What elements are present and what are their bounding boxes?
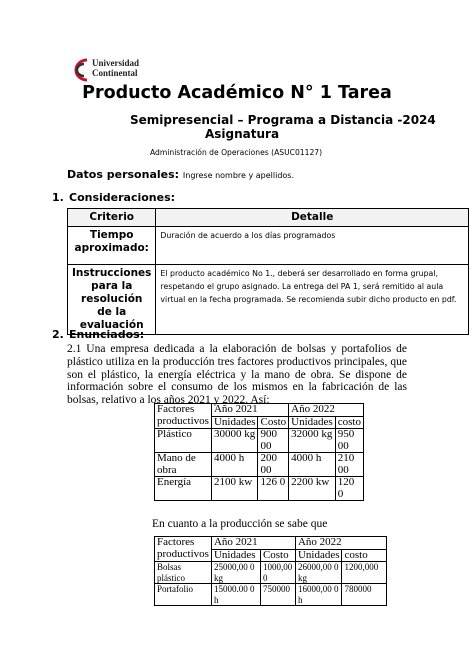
document-title: Producto Académico N° 1 Tarea: [82, 83, 392, 103]
col-year-2021: Año 2021: [211, 537, 295, 550]
section1-title: Consideraciones:: [69, 191, 176, 204]
subtitle: Semipresencial – Programa a Distancia -2024: [130, 113, 436, 127]
table-cell: 16000,00 0 h: [295, 584, 342, 606]
table-cell: 900 00: [258, 429, 289, 453]
table-row: [68, 227, 469, 265]
table-cell: 26000,00 0 kg: [295, 562, 342, 584]
table-cell: 200 00: [258, 453, 289, 477]
table-cell: Portafolio: [155, 584, 212, 606]
table-cell: 32000 kg: [289, 429, 336, 453]
header-detalle: Detalle: [156, 209, 469, 227]
col-year-2021: Año 2021: [211, 404, 288, 417]
course-name: Administración de Operaciones (ASUC01127): [150, 148, 323, 157]
col-costo-2022: costo: [335, 416, 363, 429]
personal-data: [67, 168, 294, 181]
criterio-cell: Tiempo aproximado:: [68, 227, 156, 265]
col-costo-2021: Costo: [258, 416, 289, 429]
table-cell: Energía: [155, 477, 212, 501]
table-cell: 1000,00 0: [260, 562, 295, 584]
production-table: [154, 536, 387, 606]
col-unidades-2021: Unidades: [211, 416, 258, 429]
table-row: [155, 429, 364, 453]
logo-text: [92, 58, 139, 78]
table-cell: 120 0: [335, 477, 363, 501]
col-costo-2022: costo: [342, 549, 387, 562]
table-row: [155, 477, 364, 501]
table-cell: 210 00: [335, 453, 363, 477]
table-cell: 1200,000: [342, 562, 387, 584]
col-year-2022: Año 2022: [295, 537, 387, 550]
table-cell: 25000,00 0 kg: [211, 562, 260, 584]
table-cell: Bolsas plástico: [155, 562, 212, 584]
section2-number: 2.: [52, 328, 64, 341]
detalle-cell: El producto académico No 1., deberá ser desarrollado en forma grupal, respetando el grupo asignado. La entrega del PA 1, será remitido al aula virtual en la fecha programada. Se recomienda subir dicho producto en pdf.: [156, 265, 469, 335]
criterio-cell: Instrucciones para la resolución de la evaluación: [68, 265, 156, 335]
col-costo-2021: Costo: [260, 549, 295, 562]
col-unidades-2022: Unidades: [295, 549, 342, 562]
table-cell: 4000 h: [211, 453, 258, 477]
personal-data-value: Ingrese nombre y apellidos.: [182, 171, 295, 180]
personal-data-label: Datos personales:: [67, 168, 180, 181]
table-cell: Plástico: [155, 429, 212, 453]
col-unidades-2022: Unidades: [289, 416, 336, 429]
table-cell: Mano de obra: [155, 453, 212, 477]
section2-title: Enunciados:: [69, 328, 145, 341]
logo-line2: Continental: [92, 68, 138, 78]
table-cell: 15000.00 0 h: [211, 584, 260, 606]
col-factores: Factores productivos: [155, 404, 212, 429]
table-cell: 780000: [342, 584, 387, 606]
subtitle-asignatura: Asignatura: [205, 127, 280, 141]
table-cell: 2200 kw: [289, 477, 336, 501]
logo-line1: Universidad: [92, 58, 140, 68]
detalle-cell: Duración de acuerdo a los días programados: [156, 227, 469, 265]
table-row: [155, 453, 364, 477]
col-factores: Factores productivos: [155, 537, 212, 562]
table-row: [68, 265, 469, 335]
table-cell: 30000 kg: [211, 429, 258, 453]
section1-number: 1.: [52, 191, 64, 204]
factors-table-2021-2022: [154, 403, 364, 501]
header-criterio: Criterio: [68, 209, 156, 227]
table-row: [155, 562, 387, 584]
considerations-table: [67, 208, 469, 335]
table-cell: 126 0: [258, 477, 289, 501]
table-cell: 950 00: [335, 429, 363, 453]
table-cell: 750000: [260, 584, 295, 606]
table-cell: 2100 kw: [211, 477, 258, 501]
production-intro: En cuanto a la producción se sabe que: [152, 518, 328, 530]
col-year-2022: Año 2022: [289, 404, 364, 417]
table-row: [155, 584, 387, 606]
table-cell: 4000 h: [289, 453, 336, 477]
col-unidades-2021: Unidades: [211, 549, 260, 562]
problem-statement: 2.1 Una empresa dedicada a la elaboración de bolsas y portafolios de plástico utiliza en la producción tres factores productivos principales, que son el plástico, la energía eléctrica y la mano de obra. Se dispone de información sobre el consumo de los mismos en la fabricación de las bolsas, relativo a los años 2021 y 2022. Así:: [67, 343, 407, 407]
